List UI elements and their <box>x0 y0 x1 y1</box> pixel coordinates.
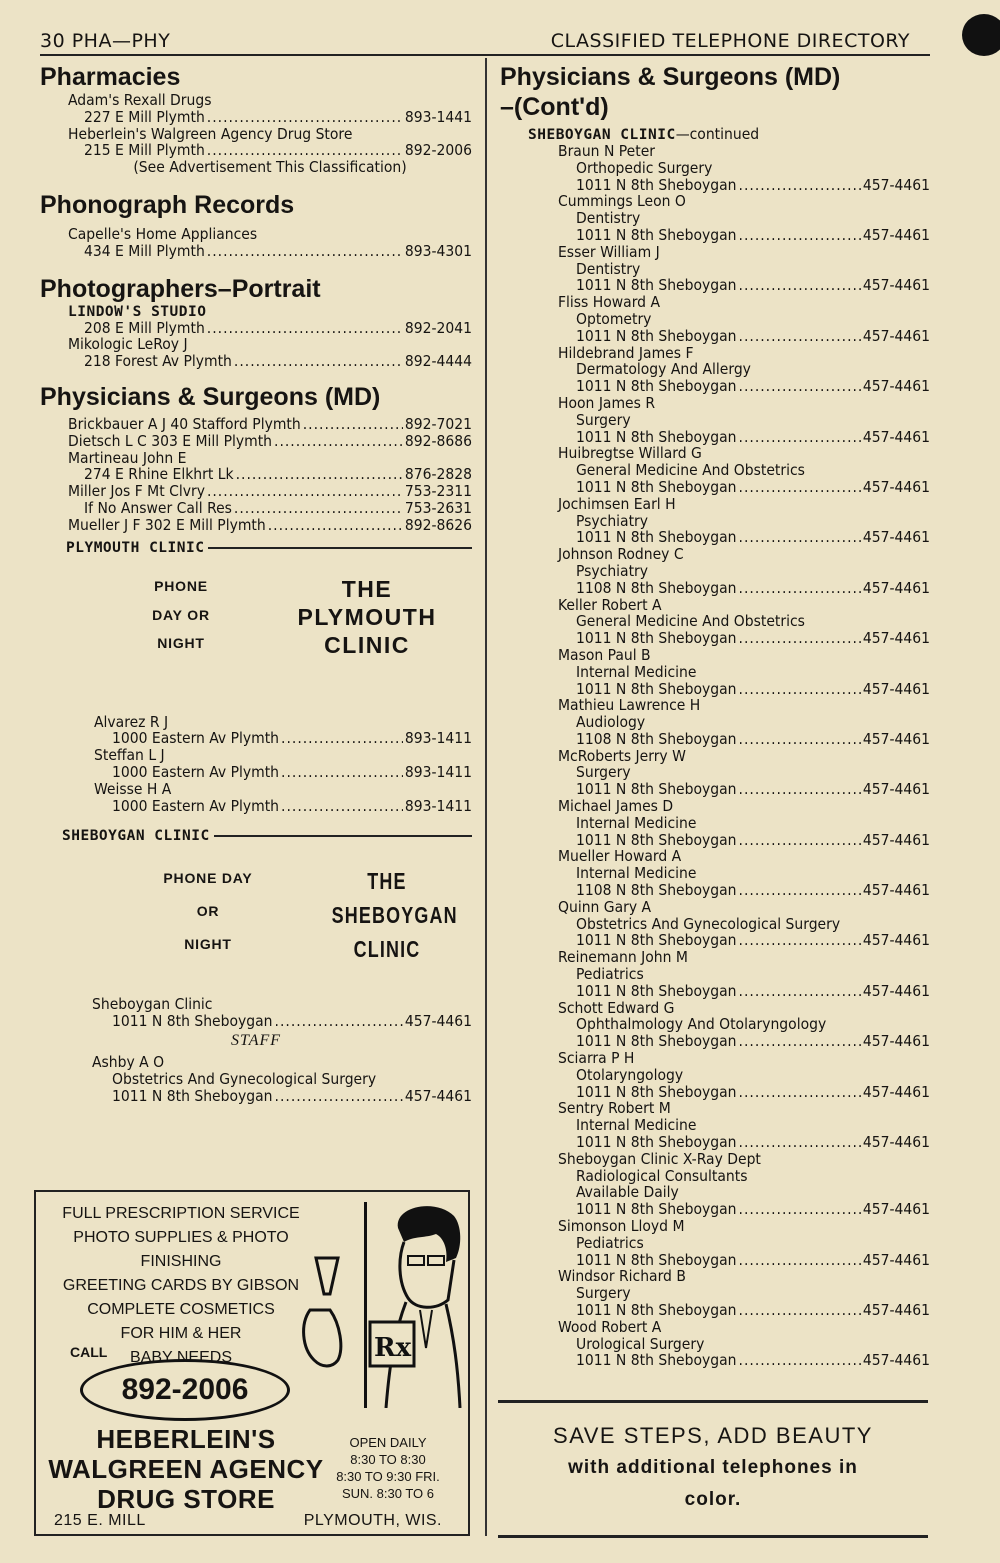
listing-name: Adam's Rexall Drugs <box>68 91 212 109</box>
subheading-sheboygan-clinic: SHEBOYGAN CLINIC <box>40 828 472 844</box>
listing-specialty: Internal Medicine <box>576 813 697 832</box>
right-listings <box>500 143 930 1369</box>
listing-name: Braun N Peter <box>558 142 656 160</box>
listing-address: 1011 N 8th Sheboygan <box>576 477 737 496</box>
hair-shape <box>398 1206 461 1262</box>
listing-phone[interactable]: 892-8626 <box>404 515 472 534</box>
listing-phone[interactable]: 457-4461 <box>862 679 930 698</box>
ad-hours <box>334 1434 442 1502</box>
clinic-name-line: CLINIC <box>353 936 421 963</box>
pharmacist-illustration <box>286 1198 464 1408</box>
plymouth-clinic-display <box>40 556 472 706</box>
listing-phone[interactable]: 457-4461 <box>862 931 930 950</box>
ad-hours-line: 8:30 TO 9:30 FRI. <box>336 1469 440 1484</box>
listing-phone[interactable]: 457-4461 <box>862 881 930 900</box>
ad-store-name-line: DRUG STORE <box>97 1484 275 1514</box>
listing-specialty: Available Daily <box>576 1183 679 1202</box>
listing-phone[interactable]: 753-2631 <box>404 498 472 517</box>
listing-name: Cummings Leon O <box>558 192 686 211</box>
listing-address: 1011 N 8th Sheboygan <box>576 175 737 194</box>
listing-specialty: Orthopedic Surgery <box>576 158 713 177</box>
listing-specialty: General Medicine And Obstetrics <box>576 461 805 480</box>
listing-row <box>500 429 930 446</box>
listing-row <box>500 177 930 194</box>
listing-phone[interactable]: 457-4461 <box>862 1200 930 1219</box>
listing-name: Hoon James R <box>558 393 656 412</box>
listing-row <box>40 730 472 747</box>
listing-row <box>40 353 472 370</box>
listing-name: LINDOW'S STUDIO <box>68 303 207 320</box>
listing-specialty: Surgery <box>576 1284 631 1303</box>
category-heading-physicians-cont: Physicians & Surgeons (MD) <box>500 63 841 91</box>
listing-address: 1011 N 8th Sheboygan <box>576 679 737 698</box>
ad-city: PLYMOUTH, WIS. <box>303 1512 442 1529</box>
listing-address: 1000 Eastern Av Plymth <box>112 796 280 815</box>
listing-phone[interactable]: 457-4461 <box>404 1086 472 1105</box>
listing-specialty: Dermatology And Allergy <box>576 360 751 379</box>
listing-phone[interactable]: 892-7021 <box>404 414 472 433</box>
listing-phone[interactable]: 457-4461 <box>862 1133 930 1152</box>
listing-row <box>40 466 472 483</box>
listing-address: 1011 N 8th Sheboygan <box>576 276 737 295</box>
listing-row <box>500 580 930 597</box>
collar-shape <box>420 1310 432 1348</box>
listing-name: Capelle's Home Appliances <box>68 224 258 243</box>
listing-row <box>500 1033 930 1050</box>
listing-address: 1108 N 8th Sheboygan <box>576 578 737 597</box>
listing-name: Keller Robert A <box>558 595 662 614</box>
ad-hours-line: SUN. 8:30 TO 6 <box>341 1486 434 1501</box>
listing-address: 434 E Mill Plymth <box>84 241 205 260</box>
listing-phone[interactable]: 457-4461 <box>862 477 930 496</box>
listing-name: Sciarra P H <box>558 1049 635 1068</box>
listing-row <box>500 1252 930 1269</box>
listing-phone[interactable]: 893-1411 <box>404 762 472 781</box>
listing-name: Fliss Howard A <box>558 293 660 312</box>
clinic-name-line: SHEBOYGAN <box>331 902 458 929</box>
face-outline <box>400 1242 454 1307</box>
listing-address: 215 E Mill Plymth <box>84 141 205 160</box>
ad-service-line: GREETING CARDS BY GIBSON <box>62 1277 300 1294</box>
listing-row <box>40 764 472 781</box>
listing-row <box>500 1084 930 1101</box>
counter-post <box>364 1202 367 1408</box>
subheading-sheboygan-continued: SHEBOYGAN CLINIC—continued <box>528 125 760 143</box>
listing-specialty: Urological Surgery <box>576 1334 705 1353</box>
listing-name: Michael James D <box>558 797 674 816</box>
listing-phone[interactable]: 457-4461 <box>862 629 930 648</box>
listing-address: 218 Forest Av Plymth <box>84 352 232 371</box>
clinic-phone-label: DAY OR <box>152 606 210 623</box>
category-heading-pharmacies: Pharmacies <box>40 63 181 91</box>
binding-hole <box>962 14 1000 56</box>
ad-store-name <box>36 1424 336 1514</box>
category-heading-phonograph: Phonograph Records <box>40 190 295 219</box>
listing-name: Mueller Howard A <box>558 847 682 866</box>
clinic-phone-label: OR <box>196 903 220 920</box>
listing-name: Johnson Rodney C <box>558 545 684 564</box>
listing-address: 1011 N 8th Sheboygan <box>576 1300 737 1319</box>
glasses-shape <box>408 1256 424 1265</box>
listing-row <box>40 500 472 517</box>
listing-phone[interactable]: 457-4461 <box>862 427 930 446</box>
listing-address: 1011 N 8th Sheboygan <box>576 1351 737 1370</box>
right-column <box>500 62 930 1369</box>
listing-phone[interactable]: 892-4444 <box>404 352 472 371</box>
listing-specialty: Ophthalmology And Otolaryngology <box>576 1015 827 1034</box>
listing-row <box>500 227 930 244</box>
listing-row <box>40 798 472 815</box>
listing-row <box>500 882 930 899</box>
listing-address: 1011 N 8th Sheboygan <box>576 1200 737 1219</box>
listing-specialty: Optometry <box>576 309 652 328</box>
ad-hours-line: OPEN DAILY <box>349 1435 427 1450</box>
listing-address: 1011 N 8th Sheboygan <box>576 931 737 950</box>
listing-name: Mueller J F 302 E Mill Plymth <box>68 515 266 534</box>
listing-row <box>40 142 472 159</box>
listing-name: Windsor Richard B <box>558 1267 686 1286</box>
listing-row <box>40 320 472 337</box>
ad-service-line: FOR HIM & HER <box>120 1325 242 1342</box>
listing-phone[interactable]: 893-1411 <box>404 729 472 748</box>
hand-shape <box>304 1310 341 1366</box>
listing-row <box>500 832 930 849</box>
listing-address: 208 E Mill Plymth <box>84 318 205 337</box>
ad-call-label: CALL <box>70 1344 108 1360</box>
clinic-name-line: PLYMOUTH <box>297 603 437 630</box>
promo-headline: SAVE STEPS, ADD BEAUTY <box>553 1423 873 1448</box>
listing-address: 1108 N 8th Sheboygan <box>576 881 737 900</box>
listing-name: Wood Robert A <box>558 1317 662 1336</box>
listing-name: Simonson Lloyd M <box>558 1217 685 1235</box>
listing-specialty: Radiological Consultants <box>576 1166 748 1185</box>
listing-specialty: Obstetrics And Gynecological Surgery <box>576 914 841 933</box>
listing-specialty: Pediatrics <box>576 1233 644 1252</box>
listing-specialty: Audiology <box>576 713 646 732</box>
listing-address: 1011 N 8th Sheboygan <box>576 1082 737 1101</box>
listing-address: 1011 N 8th Sheboygan <box>576 780 737 799</box>
listing-specialty: Psychiatry <box>576 511 649 530</box>
listing-row <box>500 630 930 647</box>
listing-name: Quinn Gary A <box>558 897 652 916</box>
listing-row <box>40 109 472 126</box>
clinic-phone-label: NIGHT <box>157 634 205 651</box>
ad-store-name-line: HEBERLEIN'S <box>96 1424 276 1454</box>
listing-address: 1011 N 8th Sheboygan <box>576 830 737 849</box>
listing-phone[interactable]: 457-4461 <box>404 1012 472 1031</box>
listing-specialty: Surgery <box>576 763 631 782</box>
clinic-phone-label: PHONE DAY <box>163 870 253 887</box>
listing-name: Reinemann John M <box>558 948 688 967</box>
listing-name: Dietsch L C 303 E Mill Plymth <box>68 431 273 450</box>
directory-title: CLASSIFIED TELEPHONE DIRECTORY <box>550 30 910 52</box>
listing-address: 1011 N 8th Sheboygan <box>576 427 737 446</box>
listing-row <box>40 416 472 433</box>
listing-phone[interactable]: 457-4461 <box>862 225 930 244</box>
listing-row <box>500 1201 930 1218</box>
listing-row <box>500 378 930 395</box>
clinic-name-line: THE <box>367 868 407 895</box>
listing-address: 1011 N 8th Sheboygan <box>576 225 737 244</box>
listing-name: Miller Jos F Mt Clvry <box>68 482 205 501</box>
listing-note: (See Advertisement This Classification) <box>133 158 407 177</box>
listing-row <box>500 529 930 546</box>
staff-label: STAFF <box>230 1031 282 1049</box>
listing-row <box>500 277 930 294</box>
listing-name: Steffan L J <box>94 746 165 765</box>
listing-row <box>40 1088 472 1105</box>
ad-service-line: BABY NEEDS <box>130 1349 232 1366</box>
listing-name: Sheboygan Clinic <box>92 995 213 1014</box>
listing-address: 1011 N 8th Sheboygan <box>576 981 737 1000</box>
listing-row <box>500 1134 930 1151</box>
listing-address: 1011 N 8th Sheboygan <box>576 1133 737 1152</box>
listing-phone[interactable]: 753-2311 <box>404 482 472 501</box>
listing-row <box>40 517 472 534</box>
listing-address: 1000 Eastern Av Plymth <box>112 762 280 781</box>
category-heading-physicians: Physicians & Surgeons (MD) <box>40 382 381 411</box>
listing-name: Esser William J <box>558 242 660 261</box>
ad-service-line: COMPLETE COSMETICS <box>87 1301 275 1318</box>
listing-address: 1011 N 8th Sheboygan <box>576 528 737 547</box>
listing-row <box>40 243 472 260</box>
listing-phone[interactable]: 892-2006 <box>404 141 472 160</box>
listing-specialty: Obstetrics And Gynecological Surgery <box>112 1069 377 1088</box>
page-number-range: 30 PHA—PHY <box>40 30 171 52</box>
listing-name: Mikologic LeRoy J <box>68 335 188 354</box>
listing-name: Ashby A O <box>92 1052 165 1071</box>
listing-phone[interactable]: 457-4461 <box>862 780 930 799</box>
listing-phone[interactable]: 457-4461 <box>862 1250 930 1269</box>
listing-phone[interactable]: 893-1411 <box>404 796 472 815</box>
listing-name: Sentry Robert M <box>558 1099 671 1118</box>
ad-hours-line: 8:30 TO 8:30 <box>350 1452 426 1467</box>
ad-service-line: FULL PRESCRIPTION SERVICE <box>62 1205 300 1222</box>
clinic-name-line: CLINIC <box>324 631 410 658</box>
listing-row <box>500 932 930 949</box>
page-header <box>40 30 930 56</box>
listing-name: Weisse H A <box>94 779 172 798</box>
clinic-name-line: THE <box>341 575 393 602</box>
listing-row <box>500 781 930 798</box>
listing-row <box>40 433 472 450</box>
listing-phone[interactable]: 892-2041 <box>404 318 472 337</box>
sheboygan-clinic-display <box>40 844 472 994</box>
listing-phone[interactable]: 457-4461 <box>862 175 930 194</box>
ad-store-name-line: WALGREEN AGENCY <box>48 1454 324 1484</box>
listing-name: Heberlein's Walgreen Agency Drug Store <box>68 124 353 143</box>
listing-name: Sheboygan Clinic X-Ray Dept <box>558 1149 761 1168</box>
listing-phone[interactable]: 457-4461 <box>862 528 930 547</box>
listing-specialty: Dentistry <box>576 209 641 228</box>
column-divider <box>485 58 487 1536</box>
listing-row <box>500 1352 930 1369</box>
listing-address: 1011 N 8th Sheboygan <box>112 1086 273 1105</box>
clinic-phone-label: NIGHT <box>184 936 232 953</box>
listing-name: Mason Paul B <box>558 645 651 664</box>
left-column <box>40 62 472 1104</box>
listing-phone[interactable]: 457-4461 <box>862 1032 930 1051</box>
listing-address: 274 E Rhine Elkhrt Lk <box>84 465 234 484</box>
listing-phone[interactable]: 457-4461 <box>862 578 930 597</box>
clinic-phone-label: PHONE <box>154 577 208 594</box>
listing-row <box>500 479 930 496</box>
listing-phone[interactable]: 457-4461 <box>862 729 930 748</box>
rx-symbol: Rx <box>374 1333 412 1363</box>
listing-phone[interactable]: 457-4461 <box>862 1082 930 1101</box>
listing-specialty: General Medicine And Obstetrics <box>576 612 805 631</box>
listing-row <box>500 983 930 1000</box>
listing-specialty: Dentistry <box>576 259 641 278</box>
listing-phone[interactable]: 876-2828 <box>404 465 472 484</box>
listing-row <box>500 681 930 698</box>
drug-store-advertisement <box>34 1190 470 1536</box>
listing-address: 1108 N 8th Sheboygan <box>576 729 737 748</box>
promo-line: color. <box>684 1489 742 1510</box>
listing-specialty: Surgery <box>576 410 631 429</box>
listing-row <box>500 1302 930 1319</box>
listing-address: 1011 N 8th Sheboygan <box>576 1032 737 1051</box>
listing-name: McRoberts Jerry W <box>558 746 686 765</box>
listing-phone[interactable]: 893-4301 <box>404 241 472 260</box>
category-heading-photographers: Photographers–Portrait <box>40 274 321 303</box>
ad-address: 215 E. MILL <box>54 1512 146 1529</box>
listing-phone[interactable]: 457-4461 <box>862 276 930 295</box>
category-heading-continued: –(Cont'd) <box>500 93 609 121</box>
listing-phone[interactable]: 457-4461 <box>862 1300 930 1319</box>
listing-name: Alvarez R J <box>94 712 169 731</box>
listing-name: Brickbauer A J 40 Stafford Plymth <box>68 414 301 433</box>
listing-specialty: Internal Medicine <box>576 864 697 883</box>
listing-name: Mathieu Lawrence H <box>558 696 701 715</box>
beaker-shape <box>316 1258 338 1294</box>
listing-phone[interactable]: 893-1441 <box>404 107 472 126</box>
listing-phone[interactable]: 457-4461 <box>862 326 930 345</box>
listing-specialty: Psychiatry <box>576 561 649 580</box>
listing-name: Huibregtse Willard G <box>558 444 702 463</box>
listing-row <box>500 328 930 345</box>
listing-address: 1000 Eastern Av Plymth <box>112 729 280 748</box>
listing-name: Schott Edward G <box>558 998 675 1017</box>
listing-address: 1011 N 8th Sheboygan <box>576 377 737 396</box>
listing-address: 1011 N 8th Sheboygan <box>576 1250 737 1269</box>
ad-phone-number[interactable]: 892-2006 <box>80 1359 290 1421</box>
listing-phone[interactable]: 457-4461 <box>862 1351 930 1370</box>
listing-specialty: Internal Medicine <box>576 1116 697 1135</box>
listing-address: 1011 N 8th Sheboygan <box>112 1012 273 1031</box>
listing-row <box>500 731 930 748</box>
listing-specialty: Otolaryngology <box>576 1065 684 1084</box>
listing-address: 1011 N 8th Sheboygan <box>576 326 737 345</box>
listing-address: 1011 N 8th Sheboygan <box>576 629 737 648</box>
ad-service-line: PHOTO SUPPLIES & PHOTO FINISHING <box>73 1229 289 1270</box>
listing-row <box>40 1013 472 1030</box>
listing-phone[interactable]: 892-8686 <box>404 431 472 450</box>
listing-row <box>40 483 472 500</box>
listing-phone[interactable]: 457-4461 <box>862 830 930 849</box>
glasses-shape <box>428 1256 444 1265</box>
listing-specialty: Internal Medicine <box>576 662 697 681</box>
listing-alt-note: If No Answer Call Res <box>84 498 232 517</box>
listing-name: Hildebrand James F <box>558 343 694 362</box>
listing-phone[interactable]: 457-4461 <box>862 981 930 1000</box>
telephone-promo <box>498 1400 928 1538</box>
listing-phone[interactable]: 457-4461 <box>862 377 930 396</box>
listing-specialty: Pediatrics <box>576 965 644 984</box>
subheading-plymouth-clinic: PLYMOUTH CLINIC <box>40 540 472 556</box>
listing-name: Jochimsen Earl H <box>558 494 676 513</box>
listing-address: 227 E Mill Plymth <box>84 107 205 126</box>
listing-name: Martineau John E <box>68 448 187 467</box>
promo-line: with additional telephones in <box>568 1457 858 1478</box>
